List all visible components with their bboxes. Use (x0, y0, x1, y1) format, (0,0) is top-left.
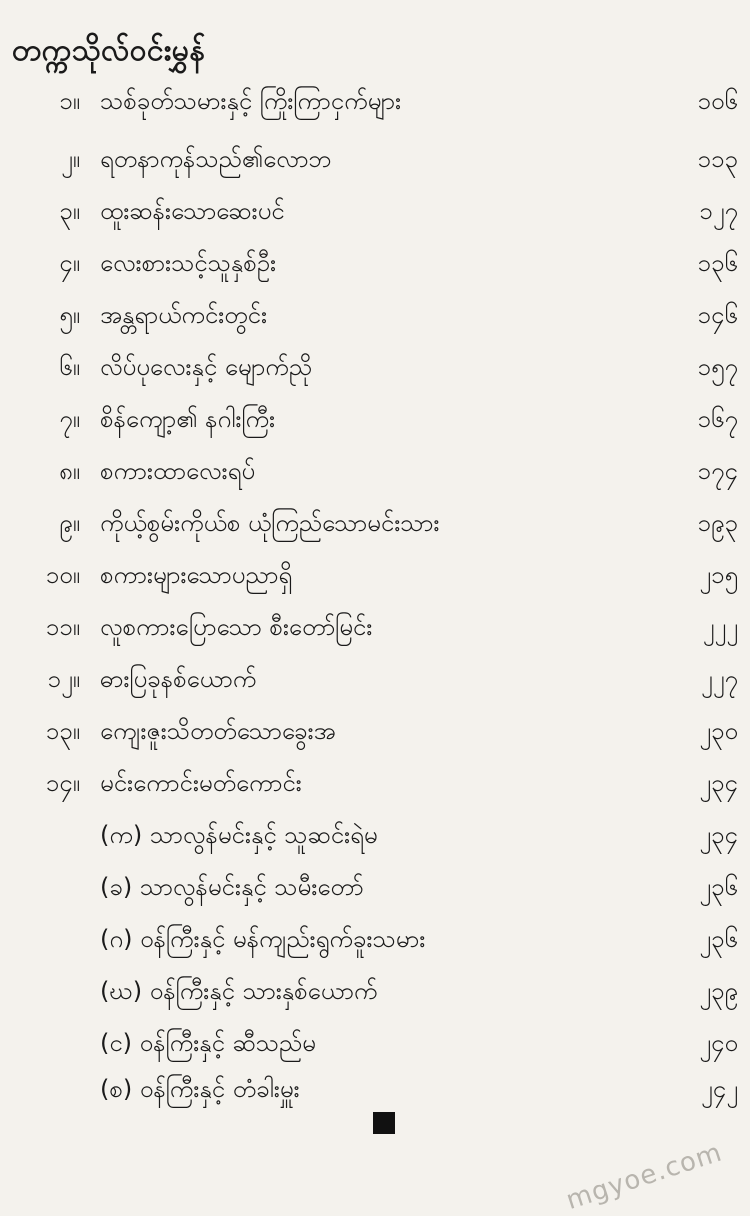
entry-number: ၄။ (59, 249, 80, 277)
entry-number: ၉။ (59, 509, 80, 537)
entry-number: ၁။ (59, 87, 80, 115)
toc-entry (0, 76, 750, 126)
entry-title: အန္တရာယ်ကင်းတွင်း (100, 301, 268, 329)
toc-entry (0, 550, 750, 600)
entry-number: ၁၀။ (45, 561, 80, 589)
entry-page: ၁၂၇ (699, 197, 738, 225)
toc-entry (0, 394, 750, 444)
toc-heading: တက္ကသိုလ်ဝင်းမွှန် (12, 33, 206, 68)
toc-sub-entry (0, 1064, 750, 1114)
entry-number: ၁၃။ (45, 717, 80, 745)
sub-entry-page: ၂၄၀ (699, 1029, 738, 1057)
toc-sub-entry (0, 862, 750, 912)
entry-number: ၁၁။ (45, 613, 80, 641)
sub-entry-page: ၂၃၆ (699, 925, 738, 953)
entry-number: ၁၂။ (47, 665, 80, 693)
entry-page: ၁၉၃ (697, 509, 738, 537)
entry-page: ၁၃၆ (697, 249, 738, 277)
sub-entry-title: (က) သာလွန်မင်းနှင့် သူဆင်းရဲမ (100, 821, 378, 849)
sub-entry-title: (ဃ) ဝန်ကြီးနှင့် သားနှစ်ယောက် (100, 977, 378, 1005)
entry-page: ၁၄၆ (697, 301, 738, 329)
toc-sub-entry (0, 1018, 750, 1068)
entry-number: ၁၄။ (45, 769, 80, 797)
entry-page: ၂၂၇ (700, 665, 738, 693)
entry-page: ၁၅၇ (697, 353, 738, 381)
toc-entry (0, 758, 750, 808)
end-square-mark (373, 1112, 395, 1134)
sub-entry-page: ၂၃၉ (699, 977, 738, 1005)
entry-title: ကျေးဇူးသိတတ်သောခွေးအ (100, 717, 336, 745)
toc-entry (0, 654, 750, 704)
entry-title: မင်းကောင်းမတ်ကောင်း (100, 769, 302, 797)
entry-number: ၈။ (59, 457, 80, 485)
entry-page: ၁၆၇ (697, 405, 738, 433)
entry-title: စကားများသောပညာရှိ (100, 561, 293, 589)
watermark: mgyoe.com (562, 1137, 726, 1216)
toc-entry (0, 602, 750, 652)
entry-page: ၂၃၀ (699, 717, 738, 745)
toc-entry (0, 238, 750, 288)
entry-title: ရတနာကုန်သည်၏လောဘ (100, 145, 332, 173)
sub-entry-title: (ဂ) ဝန်ကြီးနှင့် မန်ကျည်းရွက်ခူးသမား (100, 925, 426, 953)
toc-entry (0, 134, 750, 184)
toc-sub-entry (0, 810, 750, 860)
entry-number: ၆။ (59, 353, 80, 381)
entry-number: ၂။ (60, 145, 80, 173)
entry-number: ၇။ (59, 405, 80, 433)
toc-entry (0, 706, 750, 756)
toc-entry (0, 446, 750, 496)
sub-entry-title: (စ) ဝန်ကြီးနှင့် တံခါးမှူး (100, 1075, 300, 1103)
sub-entry-page: ၂၃၄ (699, 821, 738, 849)
toc-sub-entry (0, 966, 750, 1016)
entry-page: ၁၁၃ (697, 145, 738, 173)
toc-entry (0, 290, 750, 340)
sub-entry-title: (ခ) သာလွန်မင်းနှင့် သမီးတော် (100, 873, 364, 901)
entry-title: စိန်ကျော့၏ နဂါးကြီး (100, 405, 276, 433)
entry-page: ၂၃၄ (699, 769, 738, 797)
entry-title: လေးစားသင့်သူနှစ်ဦး (100, 249, 277, 277)
toc-entry (0, 498, 750, 548)
sub-entry-title: (င) ဝန်ကြီးနှင့် ဆီသည်မ (100, 1029, 316, 1057)
toc-entry (0, 342, 750, 392)
entry-page: ၁၀၆ (697, 87, 738, 115)
entry-page: ၂၁၅ (699, 561, 738, 589)
toc-sub-entry (0, 914, 750, 964)
entry-number: ၃။ (59, 197, 80, 225)
entry-title: ဓားပြခုနစ်ယောက် (100, 665, 257, 693)
entry-title: လူစကားပြောသော စီးတော်မြင်း (100, 613, 373, 641)
entry-page: ၂၂၂ (702, 613, 738, 641)
toc-entry (0, 186, 750, 236)
sub-entry-page: ၂၃၆ (699, 873, 738, 901)
entry-title: ကိုယ့်စွမ်းကိုယ်စ ယုံကြည်သောမင်းသား (100, 509, 440, 537)
sub-entry-page: ၂၄၂ (700, 1075, 738, 1103)
entry-title: ထူးဆန်းသောဆေးပင် (100, 197, 285, 225)
entry-number: ၅။ (59, 301, 80, 329)
entry-title: သစ်ခုတ်သမားနှင့် ကြိုးကြာငှက်များ (100, 87, 402, 115)
entry-title: စကားထာလေးရပ် (100, 457, 256, 485)
entry-page: ၁၇၄ (697, 457, 738, 485)
entry-title: လိပ်ပုလေးနှင့် မျောက်ညို (100, 353, 312, 381)
